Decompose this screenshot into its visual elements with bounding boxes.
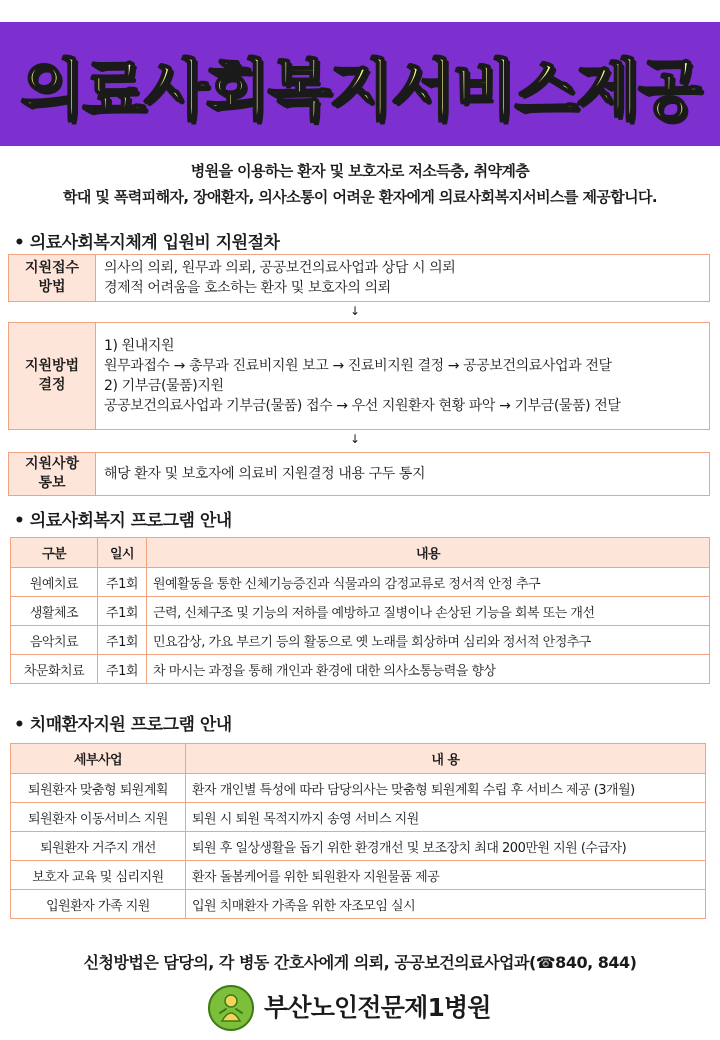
- table-header-row: [11, 538, 710, 568]
- dementia-heading: • 치매환자지원 프로그램 안내: [14, 715, 232, 735]
- program-name: 원예치료: [11, 568, 98, 597]
- step-label: [9, 255, 96, 301]
- intro-line-2: 학대 및 폭력피해자, 장애환자, 의사소통이 어려운 환자에게 의료사회복지서비스를 제공합니다.: [63, 188, 657, 206]
- program-description: 민요감상, 가요 부르기 등의 활동으로 옛 노래를 회상하며 심리와 정서적 안정추구: [147, 626, 710, 655]
- column-header: 내용: [147, 538, 710, 568]
- program-schedule: 주1회: [98, 655, 147, 684]
- column-header: 세부사업: [11, 744, 186, 774]
- step-description: [96, 453, 709, 495]
- program-schedule: 주1회: [98, 626, 147, 655]
- table-row: [11, 832, 706, 861]
- support-step-reception: [8, 254, 710, 302]
- intro-line-1: 병원을 이용하는 환자 및 보호자로 저소득층, 취약계층: [190, 162, 530, 180]
- down-arrow-icon: ↓: [350, 432, 361, 446]
- project-description: 퇴원 후 일상생활을 돕기 위한 환경개선 및 보조장치 최대 200만원 지원 (수급자): [186, 832, 706, 861]
- program-description: 원예활동을 통한 신체기능증진과 식물과의 감정교류로 정서적 안정 추구: [147, 568, 710, 597]
- project-name: 퇴원환자 이동서비스 지원: [11, 803, 186, 832]
- title-banner: [0, 22, 720, 146]
- project-name: 보호자 교육 및 심리지원: [11, 861, 186, 890]
- project-name: 퇴원환자 거주지 개선: [11, 832, 186, 861]
- table-row: [11, 655, 710, 684]
- table-row: [11, 626, 710, 655]
- step-text-line: 경제적 어려움을 호소하는 환자 및 보호자의 의뢰: [104, 280, 391, 296]
- hospital-name: 부산노인전문제1병원: [264, 993, 491, 1022]
- column-header: 일시: [98, 538, 147, 568]
- step-label-line: 지원사항: [24, 456, 80, 472]
- support-step-notice: [8, 452, 710, 496]
- table-row: [11, 568, 710, 597]
- support-heading: • 의료사회복지체계 입원비 지원절차: [14, 233, 280, 253]
- dementia-table: [10, 743, 706, 919]
- step-label-line: 통보: [38, 475, 66, 491]
- program-description: 차 마시는 과정을 통해 개인과 환경에 대한 의사소통능력을 향상: [147, 655, 710, 684]
- program-name: 생활체조: [11, 597, 98, 626]
- program-table: [10, 537, 710, 684]
- program-heading: • 의료사회복지 프로그램 안내: [14, 511, 232, 531]
- hospital-logo-icon: [208, 985, 254, 1031]
- logo-figure-icon: [214, 991, 248, 1025]
- step-label-line: 지원접수: [24, 260, 80, 276]
- step-text-line: 해당 환자 및 보호자에 의료비 지원결정 내용 구두 통지: [104, 466, 426, 482]
- column-header: 내 용: [186, 744, 706, 774]
- step-label-line: 결정: [38, 377, 66, 393]
- table-row: [11, 890, 706, 919]
- project-description: 퇴원 시 퇴원 목적지까지 송영 서비스 지원: [186, 803, 706, 832]
- program-schedule: 주1회: [98, 597, 147, 626]
- program-name: 차문화치료: [11, 655, 98, 684]
- step-label-line: 방법: [38, 279, 66, 295]
- program-schedule: 주1회: [98, 568, 147, 597]
- table-row: [11, 803, 706, 832]
- step-text-line: 의사의 의뢰, 원무과 의뢰, 공공보건의료사업과 상담 시 의뢰: [104, 260, 456, 276]
- table-row: [11, 861, 706, 890]
- step-text-line: 2) 기부금(물품)지원: [104, 378, 224, 394]
- step-text-line: 공공보건의료사업과 기부금(물품) 접수 → 우선 지원환자 현황 파악 → 기부금(물품) 전달: [104, 398, 621, 414]
- application-note: 신청방법은 담당의, 각 병동 간호사에게 의뢰, 공공보건의료사업과(☎840, 844): [83, 953, 637, 972]
- project-description: 환자 개인별 특성에 따라 담당의사는 맞춤형 퇴원계획 수립 후 서비스 제공 (3개월): [186, 774, 706, 803]
- step-label: [9, 453, 96, 495]
- project-name: 입원환자 가족 지원: [11, 890, 186, 919]
- table-row: [11, 774, 706, 803]
- support-step-decision: [8, 322, 710, 430]
- page-title: 의료사회복지서비스제공: [20, 51, 700, 129]
- down-arrow-icon: ↓: [350, 304, 361, 318]
- step-description: [96, 255, 709, 301]
- project-description: 환자 돌봄케어를 위한 퇴원환자 지원물품 제공: [186, 861, 706, 890]
- table-row: [11, 597, 710, 626]
- step-label-line: 지원방법: [24, 358, 80, 374]
- step-description: [96, 323, 709, 429]
- step-text-line: 원무과접수 → 총무과 진료비지원 보고 → 진료비지원 결정 → 공공보건의료사업과 전달: [104, 358, 612, 374]
- table-header-row: [11, 744, 706, 774]
- project-description: 입원 치매환자 가족을 위한 자조모임 실시: [186, 890, 706, 919]
- column-header: 구분: [11, 538, 98, 568]
- program-description: 근력, 신체구조 및 기능의 저하를 예방하고 질병이나 손상된 기능을 회복 또는 개선: [147, 597, 710, 626]
- program-name: 음악치료: [11, 626, 98, 655]
- project-name: 퇴원환자 맞춤형 퇴원계획: [11, 774, 186, 803]
- step-text-line: 1) 원내지원: [104, 338, 175, 354]
- step-label: [9, 323, 96, 429]
